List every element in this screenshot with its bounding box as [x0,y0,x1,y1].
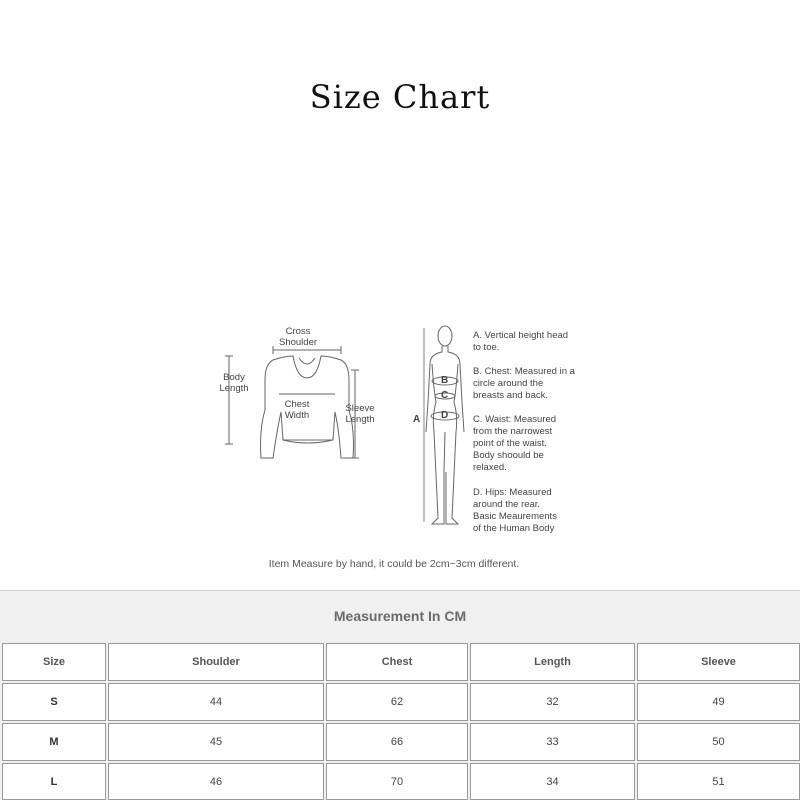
sleeve-length-label: Sleeve Length [345,403,375,425]
table-row-s-size: S [2,683,106,721]
table-row-s-chest: 62 [326,683,468,721]
body-label-d: D [441,410,449,421]
table-row-l-size: L [2,763,106,800]
header-length: Length [470,643,635,681]
table-row-s-sleeve: 49 [637,683,800,721]
table-title: Measurement In CM [333,608,467,624]
cross-shoulder-label: Cross Shoulder [278,326,318,348]
table-row-l-chest: 70 [326,763,468,800]
body-label-a: A [413,414,421,425]
page-title: Size Chart [309,78,491,116]
legend-c: C. Waist: Measured from the narrowest point of the waist. Body shoould be relaxed. [473,414,557,473]
table-row-m-size: M [2,723,106,761]
table-row-s-length: 32 [470,683,635,721]
table-row-m-shoulder: 45 [108,723,324,761]
table-row-l-shoulder: 46 [108,763,324,800]
table-row-m-chest: 66 [326,723,468,761]
header-size: Size [2,643,106,681]
table-row-l-sleeve: 51 [637,763,800,800]
legend-d: D. Hips: Measured around the rear. Basic Meaurements of the Human Body [473,487,557,534]
measurement-table [0,590,800,800]
table-row-l-length: 34 [470,763,635,800]
legend-b: B. Chest: Measured in a circle around the breasts and back. [473,366,575,401]
table-row-s-shoulder: 44 [108,683,324,721]
table-row-m-length: 33 [470,723,635,761]
body-label-c: C [441,390,449,401]
body-label-b: B [441,375,449,386]
body-figure [420,322,470,528]
header-chest: Chest [326,643,468,681]
legend-a: A. Vertical height head to toe. [473,330,569,353]
table-row-m-sleeve: 50 [637,723,800,761]
body-length-label: Body Length [219,372,249,394]
measure-note: Item Measure by hand, it could be 2cm~3cm different. [268,558,520,570]
chest-width-label: Chest Width [284,399,310,421]
header-shoulder: Shoulder [108,643,324,681]
header-sleeve: Sleeve [637,643,800,681]
